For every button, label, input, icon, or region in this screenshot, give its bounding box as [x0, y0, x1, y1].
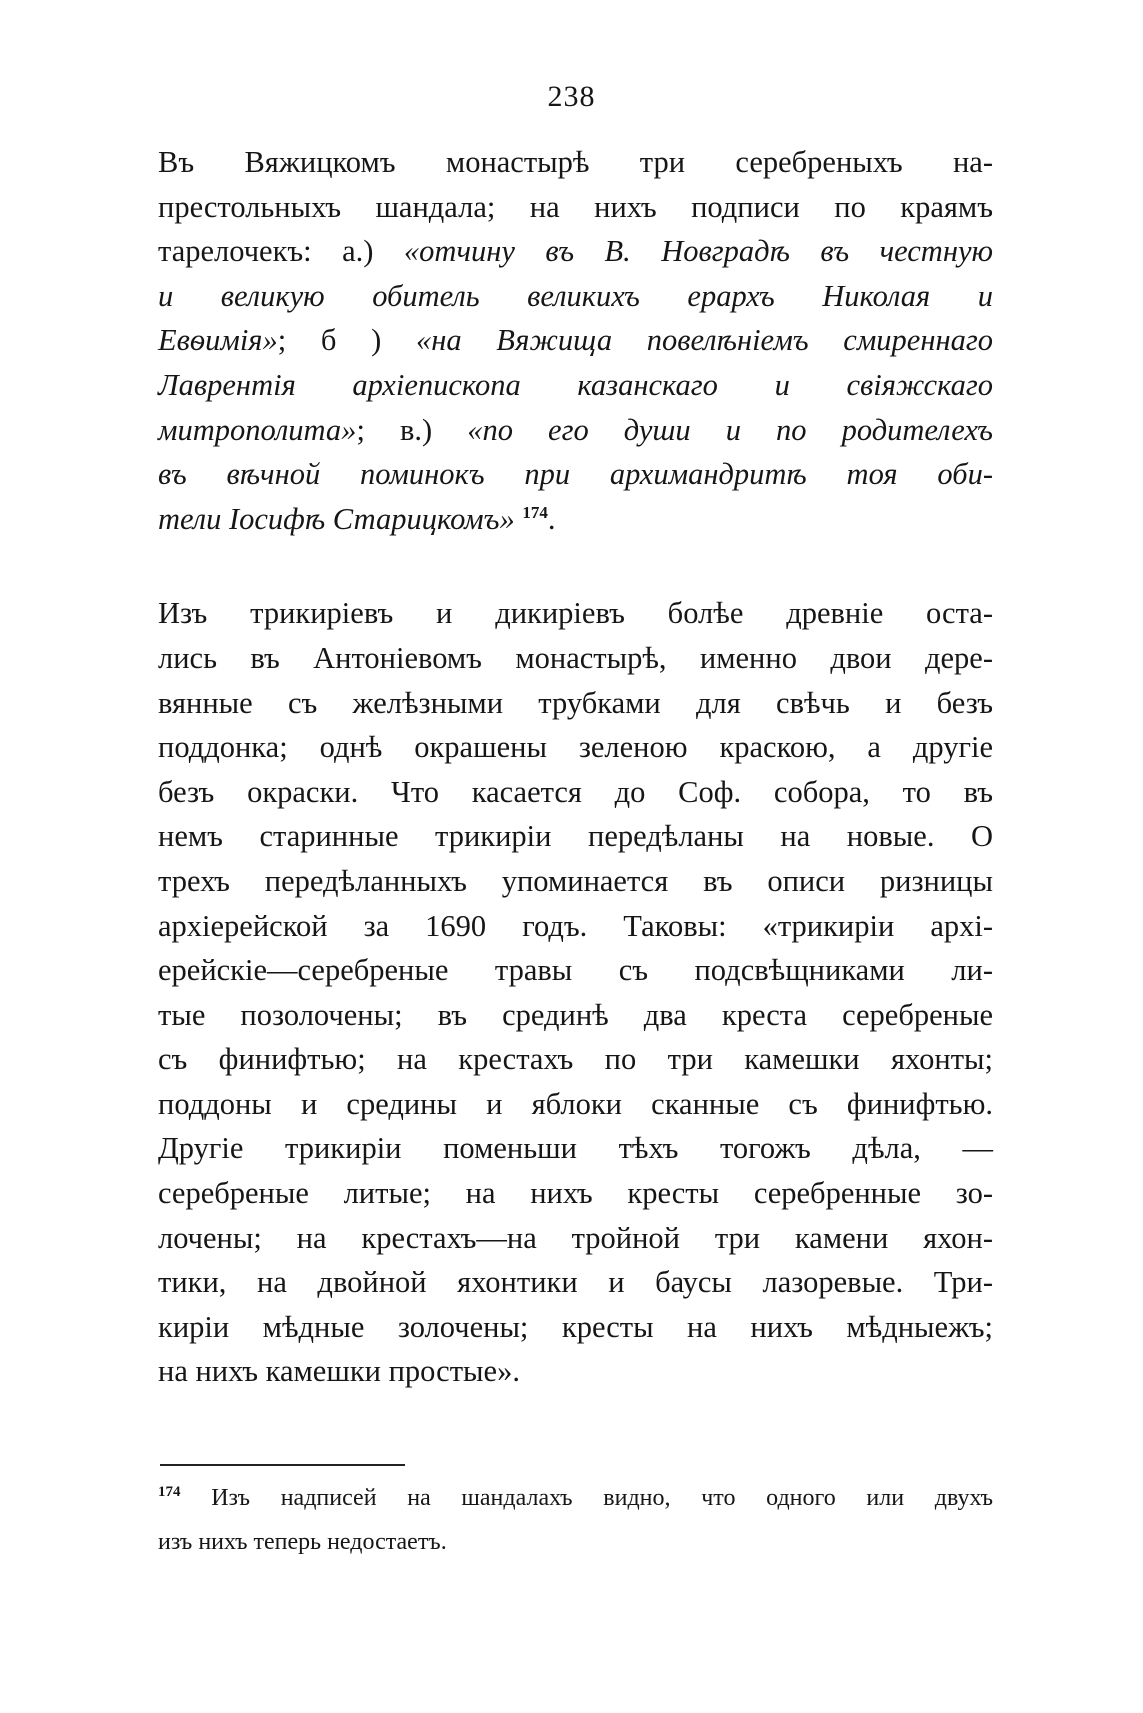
text-line: тики, на двойной яхонтики и баусы лазоревые. Три- — [158, 1265, 993, 1300]
text-line: немъ старинные трикиріи передѣланы на новые. О — [158, 819, 993, 854]
text-line: Другіе трикиріи поменьши тѣхъ тогожъ дѣла, — — [158, 1131, 993, 1166]
text-line: архіерейской за 1690 годъ. Таковы: «трикиріи архі- — [158, 908, 993, 943]
text-line — [158, 408, 993, 453]
text-run: . — [547, 501, 556, 536]
text-line: вянные съ желѣзными трубками для свѣчь и безъ — [158, 685, 993, 720]
text-line: лочены; на крестахъ—на тройной три камени яхон- — [158, 1220, 993, 1255]
paragraph-1 — [158, 140, 993, 541]
paragraph-2 — [158, 591, 993, 1394]
footnote-number: 174 — [158, 1484, 181, 1500]
text-line: Въ Вяжицкомъ монастырѣ три серебреныхъ на- — [158, 145, 993, 179]
text-line: ерейскіе—серебреные травы съ подсвѣщниками ли- — [158, 953, 993, 988]
footnote-line: изъ нихъ теперь недостаетъ. — [158, 1529, 447, 1555]
footnote-line — [158, 1476, 993, 1520]
text-line: поддонка; однѣ окрашены зеленою краскою, а другіе — [158, 730, 993, 765]
footnote-reference[interactable]: 174 — [522, 502, 548, 522]
text-line: лись въ Антоніевомъ монастырѣ, именно двои дере- — [158, 640, 993, 675]
text-line: безъ окраски. Что касается до Соф. собора, то въ — [158, 774, 993, 809]
text-line: серебреные литые; на нихъ кресты серебренные зо- — [158, 1176, 993, 1211]
page-number: 238 — [547, 80, 596, 113]
footnote-text: Изъ надписей на шандалахъ видно, что одного или двухъ — [211, 1485, 994, 1511]
footnote-divider — [160, 1464, 405, 1466]
text-line: и великую обитель великихъ ерархъ Николая и — [158, 278, 993, 313]
text-line: трехъ передѣланныхъ упоминается въ описи ризницы — [158, 863, 993, 898]
main-text — [158, 140, 993, 1394]
text-line: тые позолочены; въ срединѣ два креста серебреные — [158, 997, 993, 1032]
text-line: Лаврентія архіепископа казанскаго и свіяжскаго — [158, 367, 993, 402]
text-line — [158, 318, 993, 363]
quoted-inscription: митрополита» — [158, 412, 357, 447]
quoted-inscription: Евѳимія» — [158, 323, 278, 358]
text-run: ; в.) — [356, 412, 468, 447]
text-line — [158, 497, 993, 542]
text-line: киріи мѣдные золочены; кресты на нихъ мѣдныежъ; — [158, 1309, 993, 1344]
quoted-inscription: «по его души и по родителехъ — [467, 412, 993, 447]
text-run: ; б ) — [277, 323, 416, 358]
text-line — [158, 229, 993, 274]
text-line: съ финифтью; на крестахъ по три камешки яхонты; — [158, 1042, 993, 1077]
quoted-inscription: тели Іосифѣ Старицкомъ» — [158, 501, 515, 536]
quoted-inscription: «отчину въ В. Новградѣ въ честную — [403, 234, 993, 269]
footnote — [158, 1476, 993, 1564]
quoted-inscription: «на Вяжища повелѣніемъ смиреннаго — [415, 323, 993, 358]
text-line: поддоны и средины и яблоки сканные съ финифтью. — [158, 1086, 993, 1121]
text-line: Изъ трикиріевъ и дикиріевъ болѣе древніе оста- — [158, 596, 993, 631]
text-line: престольныхъ шандала; на нихъ подписи по краямъ — [158, 189, 993, 224]
text-line: въ вѣчной поминокъ при архимандритѣ тоя оби- — [158, 457, 993, 492]
text-line: на нихъ камешки простые». — [158, 1354, 520, 1389]
text-run: тарелочекъ: а.) — [158, 234, 404, 269]
